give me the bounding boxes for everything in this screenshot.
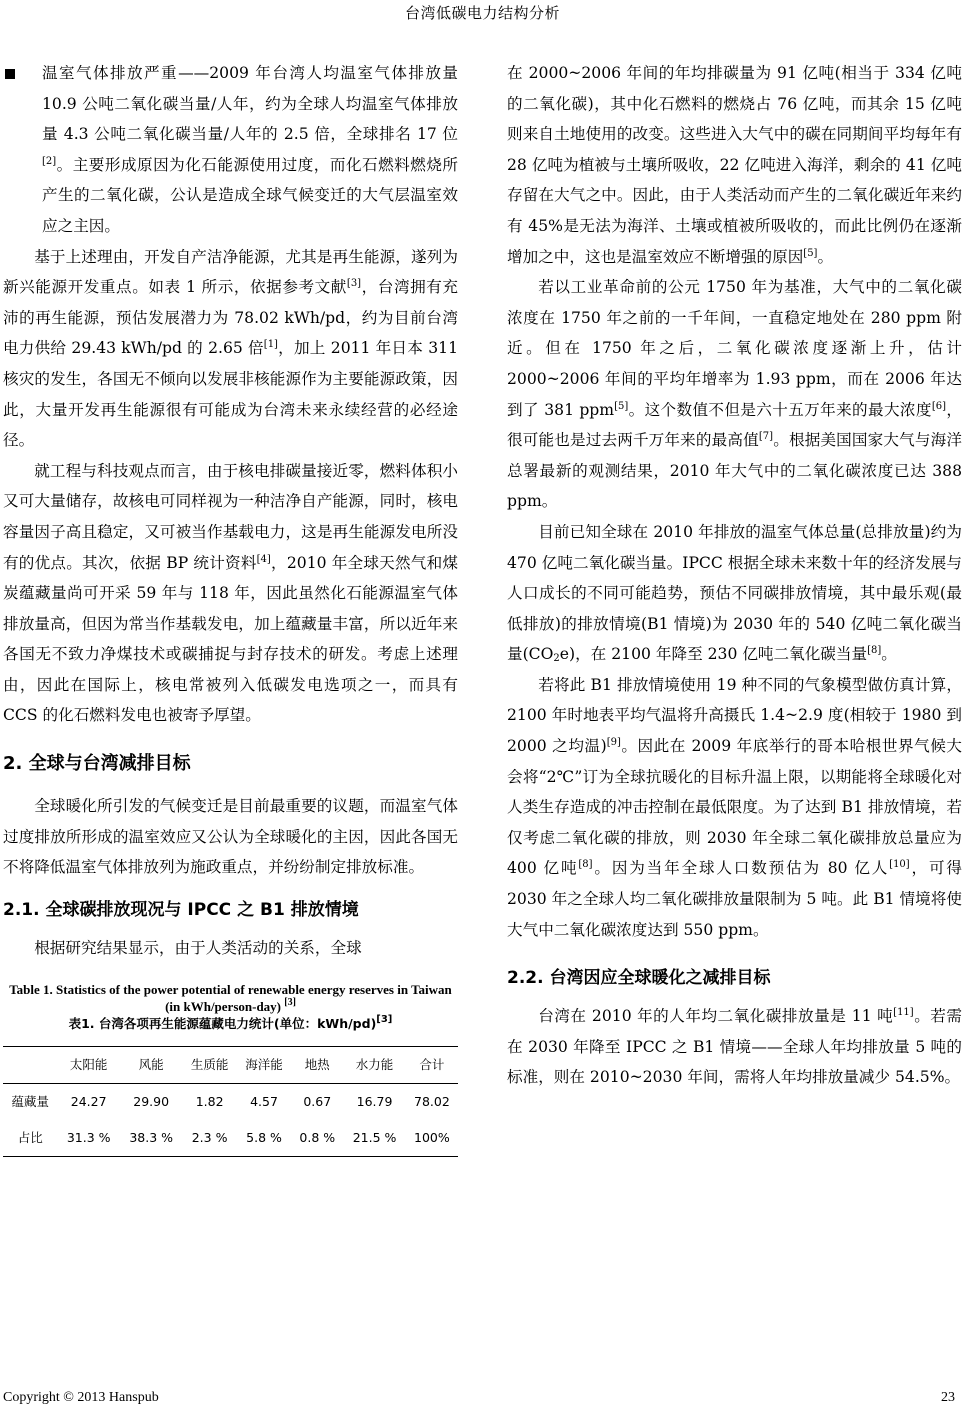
citation: [3] xyxy=(284,997,296,1009)
citation: [5] xyxy=(803,247,818,259)
table-header-cell: 合计 xyxy=(406,1047,458,1084)
table-cell: 21.5 % xyxy=(343,1120,406,1157)
text-run: 基于上述理由，开发自产洁净能源，尤其是再生能源，遂列为新兴能源开发重点。如表 1 所示，依据参考文献 xyxy=(3,247,458,297)
table-cell: 24.27 xyxy=(70,1094,107,1110)
paragraph xyxy=(507,272,962,517)
subscript: 2 xyxy=(553,653,560,665)
subsection-heading: 2.1. 全球碳排放现况与 IPCC 之 B1 排放情境 xyxy=(3,899,359,920)
text-run: ，台湾拥有充沛的再生能源，预估发展潜力为 78.02 kWh/pd，约为目前台湾电力供给 29.43 kWh/pd 的 2.65 倍 xyxy=(3,278,458,358)
paragraph xyxy=(3,933,458,964)
text-run: 全球暖化所引发的气候变迁是目前最重要的议题，而温室气体过度排放所形成的温室效应又公认为全球暖化的主因，因此各国无不将降低温室气体排放列为施政重点，并纷纷制定排放标准。 xyxy=(3,797,458,877)
text-run: ，可得 2030 年之全球人均二氧化碳排放量限制为 5 吨。此 B1 情境将使大气中二氧化碳浓度达到 550 ppm。 xyxy=(507,859,962,939)
citation: [5] xyxy=(614,400,629,412)
text-run: 在 2000~2006 年间的年均排碳量为 91 亿吨(相当于 334 亿吨的二氧化碳)，其中化石燃料的燃烧占 76 亿吨，而其余 15 亿吨则来自土地使用的改变。这些进入大气中的碳在同期间平均每年有 28 亿吨为植被与土壤所吸收，22 亿吨进入海洋，剩余的 41 亿吨存留在大气之中。因此，由于人类活动而产生的二氧化碳近年来约有 45%是无法为海洋、土壤或植被所吸收的，而此比例仍在逐渐增加之中，这也是温室效应不断增强的原因 xyxy=(507,64,962,266)
table-cell: 38.3 % xyxy=(120,1120,183,1157)
citation: [1] xyxy=(263,339,278,351)
table-caption-zh: 表1. 台湾各项再生能源蕴藏电力统计(单位：kWh/pd) xyxy=(68,1016,377,1032)
text-run: 目前已知全球在 2010 年排放的温室气体总量(总排放量)约为 470 亿吨二氧化碳当量。IPCC 根据全球未来数十年的经济发展与人口成长的不同可能趋势，预估不同碳排放情境，其中最乐观(最低排放)的排放情境(B1 情境)为 2030 年的 540 亿吨二氧化碳当量(CO xyxy=(507,522,962,664)
paragraph xyxy=(507,670,962,945)
citation: [10] xyxy=(889,859,910,871)
paragraph xyxy=(3,456,458,731)
text-run: ，很可能也是过去两千万年来的最高值 xyxy=(507,400,962,450)
table-cell: 31.3 % xyxy=(57,1120,120,1157)
text-run: 。主要形成原因为化石能源使用过度，而化石燃料燃烧所产生的二氧化碳，公认是造成全球气候变迁的大气层温室效应之主因。 xyxy=(42,155,458,235)
copyright-footer: Copyright © 2013 Hanspub xyxy=(3,1390,159,1405)
citation: [3] xyxy=(376,1014,393,1026)
bullet-square-icon xyxy=(5,69,15,79)
table-cell: 29.90 xyxy=(133,1094,170,1110)
table-header-cell: 生质能 xyxy=(182,1047,236,1084)
text-run: 。因此在 2009 年底举行的哥本哈根世界气候大会将“2℃”订为全球抗暖化的目标升温上限，以期能将全球暖化对人类生存造成的冲击控制在最低限度。为了达到 B1 排放情境，若仅考虑二氧化碳的排放，则 2030 年全球二氧化碳排放总量应为 400 亿吨 xyxy=(507,737,962,878)
text-run: ，加上 2011 年日本 311 核灾的发生，各国无不倾向以发展非核能源作为主要能源政策，因此，大量开发再生能源很有可能成为台湾未来永续经营的必经途径。 xyxy=(3,339,458,450)
table-header-cell: 太阳能 xyxy=(57,1047,120,1084)
citation: [8] xyxy=(867,645,882,657)
table-cell: 78.02 xyxy=(414,1094,450,1110)
paragraph xyxy=(507,517,962,670)
citation: [7] xyxy=(758,431,774,443)
renewable-energy-table xyxy=(3,1046,458,1157)
table-header-cell: 风能 xyxy=(120,1047,183,1084)
text-run: 。这个数值不但是六十五万年来的最大浓度 xyxy=(628,400,932,419)
text-run: 温室气体排放严重——2009 年台湾人均温室气体排放量 10.9 公吨二氧化碳当量/人年，约为全球人均温室气体排放量 4.3 公吨二氧化碳当量/人年的 2.5 倍，全球排名 17 位 xyxy=(42,64,458,144)
paragraph xyxy=(507,58,962,272)
citation: [2] xyxy=(42,155,57,167)
text-run: 。 xyxy=(881,645,897,664)
citation: [6] xyxy=(931,400,947,412)
table-header-cell: 地热 xyxy=(291,1047,343,1084)
table-cell: 0.67 xyxy=(303,1094,332,1110)
citation: [9] xyxy=(606,737,621,749)
subsection-heading: 2.2. 台湾因应全球暖化之减排目标 xyxy=(507,968,771,989)
paragraph xyxy=(3,242,458,456)
text-run: 。根据美国国家大气与海洋总署最新的观测结果，2010 年大气中的二氧化碳浓度已达 388 ppm。 xyxy=(507,431,962,511)
section-heading: 2. 全球与台湾减排目标 xyxy=(3,753,191,775)
citation: [8] xyxy=(578,859,593,871)
table-cell: 16.79 xyxy=(356,1094,393,1110)
paragraph xyxy=(3,791,458,883)
text-run: 。 xyxy=(817,247,834,266)
table-cell: 占比 xyxy=(3,1120,57,1157)
text-run: 根据研究结果显示，由于人类活动的关系，全球 xyxy=(34,938,362,957)
text-run: 台湾在 2010 年的人年均二氧化碳排放量是 11 吨 xyxy=(538,1007,894,1026)
table-cell: 2.3 % xyxy=(182,1120,236,1157)
table-header-row xyxy=(3,1047,458,1084)
table-row xyxy=(3,1120,458,1157)
citation: [3] xyxy=(346,278,362,290)
citation: [4] xyxy=(256,553,271,565)
citation: [11] xyxy=(893,1007,914,1019)
table-header-cell: 海洋能 xyxy=(237,1047,291,1084)
paragraph xyxy=(507,1001,962,1093)
table-caption-en: Table 1. Statistics of the power potential of renewable energy reserves in Taiwan (in kWh/person-day) xyxy=(9,982,452,1015)
text-run: 若将此 B1 排放情境使用 19 种不同的气象模型做仿真计算，2100 年时地表平均气温将升高摄氏 1.4~2.9 度(相较于 1980 到 2000 之均温) xyxy=(507,675,962,756)
table-cell: 1.82 xyxy=(195,1094,224,1110)
table-cell: 0.8 % xyxy=(291,1120,343,1157)
running-header: 台湾低碳电力结构分析 xyxy=(404,4,560,22)
table-body xyxy=(3,1084,458,1157)
text-run: 。若需在 2030 年降至 IPCC 之 B1 情境——全球人年均排放量 5 吨的标准，则在 2010~2030 年间，需将人年均排放量减少 54.5%。 xyxy=(507,1007,962,1087)
page-number: 23 xyxy=(941,1390,955,1405)
text-run: 若以工业革命前的公元 1750 年为基准，大气中的二氧化碳浓度在 1750 年之前的一千年间，一直稳定地处在 280 ppm 附近。但在 1750 年之后，二氧化碳浓度逐渐上升，估计 2000~2006 年间的平均年增率为 1.93 ppm，而在 2006 年达到了 381 ppm xyxy=(507,278,962,419)
text-run: ，2010 年全球天然气和煤炭蕴藏量尚可开采 59 年与 118 年，因此虽然化石能源温室气体排放量高，但因为常当作基载发电，加上蕴藏量丰富，所以近年来各国无不致力净煤技术或碳捕捉与封存技术的研发。考虑上述理由，因此在国际上，核电常被列入低碳发电选项之一，而具有 CCS 的化石燃料发电也被寄予厚望。 xyxy=(3,553,458,725)
right-column xyxy=(507,58,962,1093)
bullet-paragraph xyxy=(3,58,458,242)
text-run: 就工程与科技观点而言，由于核电排碳量接近零，燃料体积小又可大量储存，故核电可同样视为一种洁净自产能源，同时，核电容量因子高且稳定，又可被当作基载电力，这是再生能源发电所没有的优点。其次，依据 BP 统计资料 xyxy=(3,461,458,572)
text-run: e)，在 2100 年降至 230 亿吨二氧化碳当量 xyxy=(559,645,868,664)
table-cell: 100% xyxy=(406,1120,458,1157)
table-cell: 5.8 % xyxy=(237,1120,291,1157)
table-cell: 蕴藏量 xyxy=(11,1094,49,1110)
table-row xyxy=(3,1084,458,1121)
table-caption xyxy=(3,981,458,1032)
table-cell: 4.57 xyxy=(250,1094,278,1110)
left-column xyxy=(3,58,458,1157)
table-header-cell xyxy=(3,1047,57,1084)
text-run: 。因为当年全球人口数预估为 80 亿人 xyxy=(592,859,890,878)
table-header-cell: 水力能 xyxy=(343,1047,406,1084)
